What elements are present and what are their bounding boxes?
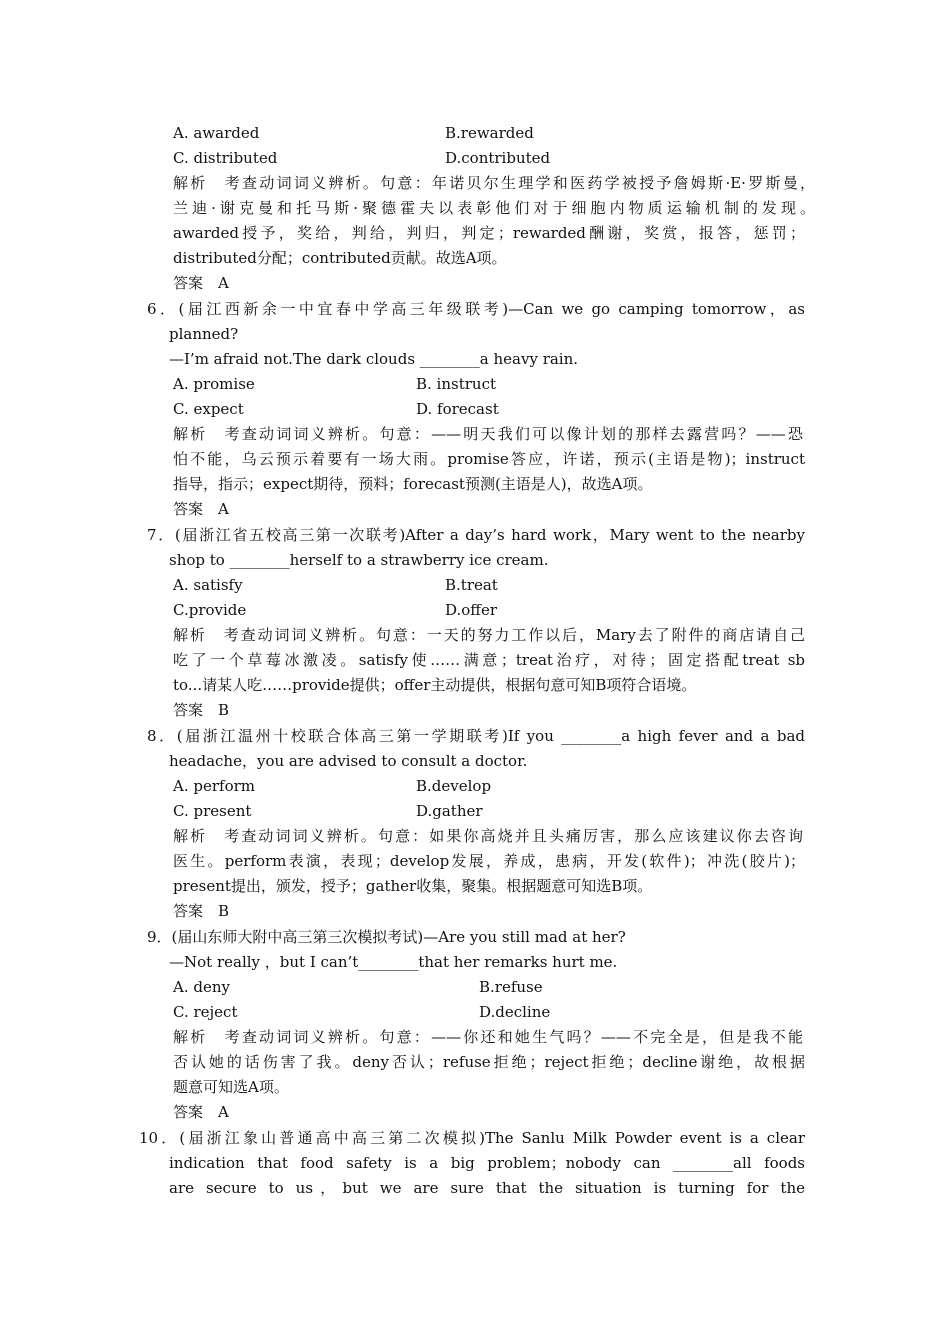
option-c: C. distributed: [173, 149, 278, 167]
question-stem: 6．(届江西新余一中宜春中学高三年级联考)—Can we go camping tomorrow，as: [147, 300, 805, 318]
answer-line: 答案 B: [173, 701, 230, 719]
question-stem: 9．(届山东师大附中高三第三次模拟考试)—Are you still mad at her?: [147, 928, 626, 946]
analysis-line: 解析 考查动词词义辨析。句意：——你还和她生气吗？——不完全是，但是我不能: [173, 1028, 803, 1046]
analysis-line: present提出，颁发，授予；gather收集，聚集。根据题意可知选B项。: [173, 877, 653, 895]
analysis-line: distributed分配；contributed贡献。故选A项。: [173, 249, 507, 267]
question-stem: —I’m afraid not.The dark clouds ________a heavy rain.: [169, 350, 579, 368]
analysis-line: 怕不能，乌云预示着要有一场大雨。promise答应，许诺，预示(主语是物)；instruct: [173, 450, 805, 468]
answer-line: 答案 A: [173, 1103, 229, 1121]
question-stem: indication that food safety is a big problem；nobody can ________all foods: [169, 1154, 805, 1172]
analysis-line: 医生。perform表演，表现；develop发展，养成，患病，开发(软件)；冲洗(胶片)；: [173, 852, 805, 870]
option-b: B.treat: [445, 576, 498, 594]
question-stem: are secure to us，but we are sure that the situation is turning for the: [169, 1179, 805, 1197]
question-stem: 7．(届浙江省五校高三第一次联考)After a day’s hard work，Mary went to the nearby: [147, 526, 805, 544]
option-d: D.gather: [416, 802, 483, 820]
option-a: A. satisfy: [173, 576, 243, 594]
question-stem: 8．(届浙江温州十校联合体高三第一学期联考)If you ________a high fever and a bad: [147, 727, 805, 745]
analysis-line: 题意可知选A项。: [173, 1078, 289, 1096]
question-stem: shop to ________herself to a strawberry ice cream.: [169, 551, 549, 569]
option-d: D. forecast: [416, 400, 499, 418]
analysis-line: 指导，指示；expect期待，预料；forecast预测(主语是人)，故选A项。: [173, 475, 653, 493]
option-a: A. perform: [173, 777, 255, 795]
analysis-line: 吃了一个草莓冰激凌。satisfy使……满意；treat治疗，对待；固定搭配treat sb: [173, 651, 805, 669]
option-d: D.decline: [479, 1003, 551, 1021]
option-d: D.offer: [445, 601, 497, 619]
analysis-line: 解析 考查动词词义辨析。句意：如果你高烧并且头痛厉害，那么应该建议你去咨询: [173, 827, 803, 845]
option-b: B. instruct: [416, 375, 497, 393]
question-stem: planned?: [169, 325, 239, 343]
analysis-line: 解析 考查动词词义辨析。句意：一天的努力工作以后，Mary去了附件的商店请自己: [173, 626, 805, 644]
option-a: A. promise: [173, 375, 255, 393]
answer-line: 答案 B: [173, 902, 230, 920]
option-b: B.rewarded: [445, 124, 534, 142]
option-c: C. expect: [173, 400, 244, 418]
option-a: A. deny: [173, 978, 230, 996]
option-b: B.refuse: [479, 978, 543, 996]
option-b: B.develop: [416, 777, 492, 795]
analysis-line: 解析 考查动词词义辨析。句意：——明天我们可以像计划的那样去露营吗？——恐: [173, 425, 803, 443]
option-c: C. reject: [173, 1003, 238, 1021]
option-c: C. present: [173, 802, 252, 820]
answer-line: 答案 A: [173, 500, 229, 518]
option-d: D.contributed: [445, 149, 551, 167]
analysis-line: to...请某人吃……provide提供；offer主动提供，根据句意可知B项符合语境。: [173, 676, 697, 694]
analysis-line: awarded授予，奖给，判给，判归，判定；rewarded酬谢，奖赏，报答，惩罚；: [173, 224, 805, 242]
question-stem: 10．(届浙江象山普通高中高三第二次模拟)The Sanlu Milk Powder event is a clear: [139, 1129, 805, 1147]
option-c: C.provide: [173, 601, 247, 619]
answer-line: 答案 A: [173, 274, 229, 292]
question-stem: headache，you are advised to consult a doctor.: [169, 752, 528, 770]
question-stem: —Not really ，but I can’t________that her remarks hurt me.: [169, 953, 618, 971]
analysis-line: 否认她的话伤害了我。deny否认；refuse拒绝；reject拒绝；decline谢绝，故根据: [173, 1053, 805, 1071]
analysis-line: 解析 考查动词词义辨析。句意：年诺贝尔生理学和医药学被授予詹姆斯·E·罗斯曼，: [173, 174, 815, 192]
option-a: A. awarded: [173, 124, 260, 142]
analysis-line: 兰迪·谢克曼和托马斯·聚德霍夫以表彰他们对于细胞内物质运输机制的发现。: [173, 199, 815, 217]
